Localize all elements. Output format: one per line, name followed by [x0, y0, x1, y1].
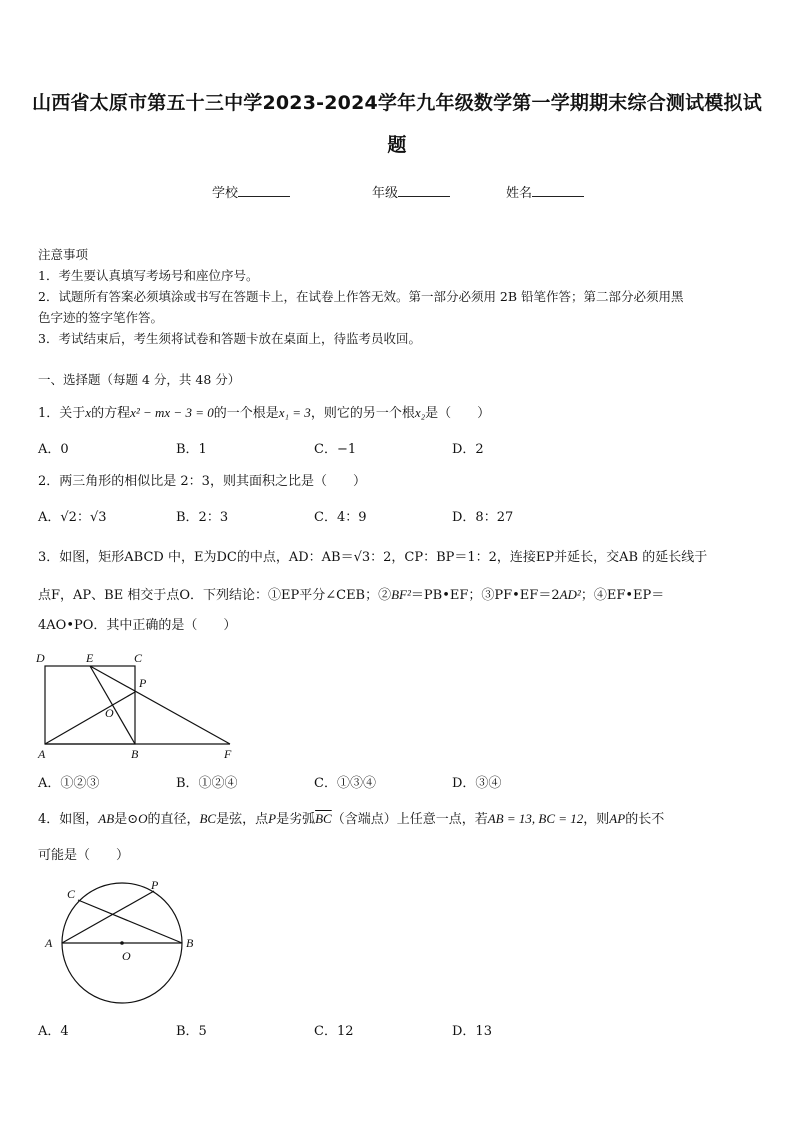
segment-ap	[62, 891, 154, 943]
label-o: O	[105, 706, 114, 720]
label-d: D	[36, 651, 45, 665]
q4-text: 的直径，	[147, 812, 200, 827]
line-ef	[90, 666, 230, 744]
school-label: 学校	[212, 186, 239, 201]
question-2: 2．两三角形的相似比是 2：3，则其面积之比是（ ）	[38, 474, 366, 489]
q4-given: AB = 13, BC = 12	[487, 811, 584, 826]
question-4-line1	[38, 808, 664, 827]
question-3-line1: 3．如图，矩形ABCD 中，E为DC的中点，AD：AB＝√3：2，CP：BP＝1：2，连接EP并延长，交AB 的延长线于	[38, 550, 708, 565]
label-a: A	[45, 936, 53, 950]
q4-ap: AP	[609, 811, 626, 826]
q4-ab: AB	[98, 811, 115, 826]
page-title: 山西省太原市第五十三中学2023-2024学年九年级数学第一学期期末综合测试模拟试	[32, 92, 762, 114]
label-o: O	[122, 949, 131, 963]
q2-option-b[interactable]: B．2：3	[176, 510, 229, 525]
name-blank[interactable]	[532, 185, 584, 197]
q1-option-b[interactable]: B．1	[176, 442, 207, 457]
q2-option-d[interactable]: D．8：27	[452, 510, 514, 525]
label-a: A	[38, 747, 46, 758]
chord-bc	[78, 900, 182, 943]
rectangle-figure	[30, 648, 250, 758]
page-title-continued: 题	[387, 134, 407, 156]
grade-label: 年级	[372, 186, 399, 201]
question-1	[38, 402, 490, 421]
q2-option-a[interactable]: A．√2：√3	[38, 510, 107, 525]
q4-text: 是弦，点	[216, 812, 269, 827]
q3-ad2: AD²	[559, 587, 581, 602]
label-c: C	[67, 887, 76, 901]
q3-bf2: BF²	[391, 587, 411, 602]
q1-option-a[interactable]: A．0	[38, 442, 69, 457]
line-ap	[45, 692, 135, 744]
q3-option-d[interactable]: D．③④	[452, 776, 502, 791]
q1-text: 的一个根是	[213, 406, 279, 421]
q1-root: x₁ = 3	[278, 405, 311, 420]
q4-text: ，则	[583, 812, 610, 827]
q3-text: ；④EF•EP＝	[580, 588, 665, 603]
q4-bc: BC	[199, 811, 217, 826]
q2-option-c[interactable]: C．4：9	[314, 510, 367, 525]
note-item: 1．考生要认真填写考场号和座位序号。	[38, 268, 259, 283]
label-b: B	[131, 747, 139, 758]
label-p: P	[139, 676, 147, 690]
q3-option-c[interactable]: C．①③④	[314, 776, 376, 791]
section-heading: 一、选择题（每题 4 分，共 48 分）	[38, 372, 241, 387]
question-3-line2	[38, 584, 664, 603]
grade-blank[interactable]	[398, 185, 450, 197]
question-3-line3: 4AO•PO．其中正确的是（ ）	[38, 618, 237, 633]
name-field[interactable]	[506, 182, 584, 201]
q1-x2: x₂	[414, 405, 426, 420]
note-item: 色字迹的签字笔作答。	[38, 310, 164, 325]
school-blank[interactable]	[238, 185, 290, 197]
q1-option-d[interactable]: D．2	[452, 442, 484, 457]
q4-option-b[interactable]: B．5	[176, 1024, 207, 1039]
center-point	[120, 941, 124, 945]
q4-text: 是	[114, 812, 128, 827]
q4-circle: ⊙O	[127, 811, 148, 826]
q4-text: （含端点）上任意一点，若	[331, 812, 488, 827]
name-label: 姓名	[506, 186, 533, 201]
grade-field[interactable]	[372, 182, 450, 201]
q3-option-a[interactable]: A．①②③	[38, 776, 100, 791]
q1-prefix: 1．关于	[38, 406, 86, 421]
school-field[interactable]	[212, 182, 290, 201]
label-p: P	[151, 878, 159, 892]
question-4-line2: 可能是（ ）	[38, 848, 130, 863]
q4-option-c[interactable]: C．12	[314, 1024, 354, 1039]
q1-option-c[interactable]: C．−1	[314, 442, 357, 457]
label-c: C	[134, 651, 143, 665]
note-item: 3．考试结束后，考生须将试卷和答题卡放在桌面上，待监考员收回。	[38, 331, 421, 346]
q1-var: x	[85, 405, 92, 420]
note-item: 2．试题所有答案必须填涂或书写在答题卡上，在试卷上作答无效。第一部分必须用 2B 铅笔作答；第二部分必须用黑	[38, 289, 684, 304]
q4-text: 是劣弧	[276, 812, 316, 827]
label-f: F	[224, 747, 232, 758]
circle-figure	[38, 872, 208, 1012]
q1-suffix: 是（ ）	[425, 406, 491, 421]
q4-option-a[interactable]: A．4	[38, 1024, 69, 1039]
q1-text: 的方程	[91, 406, 131, 421]
q4-text: 4．如图，	[38, 812, 99, 827]
label-e: E	[86, 651, 94, 665]
q3-option-b[interactable]: B．①②④	[176, 776, 238, 791]
q4-arc-bc: $\overline{BC}$	[315, 811, 332, 826]
q4-p: P	[268, 811, 277, 826]
rectangle-abcd	[45, 666, 135, 744]
q1-text: ，则它的另一个根	[310, 406, 415, 421]
q4-text: 的长不	[625, 812, 665, 827]
q3-text: ＝PB•EF；③PF•EF＝2	[410, 588, 560, 603]
q3-text: 点F，AP、BE 相交于点O．下列结论：①EP平分∠CEB；②	[38, 588, 392, 603]
notes-heading: 注意事项	[38, 247, 89, 262]
q4-option-d[interactable]: D．13	[452, 1024, 492, 1039]
q1-equation: x² − mx − 3 = 0	[130, 405, 214, 420]
label-b: B	[186, 936, 194, 950]
